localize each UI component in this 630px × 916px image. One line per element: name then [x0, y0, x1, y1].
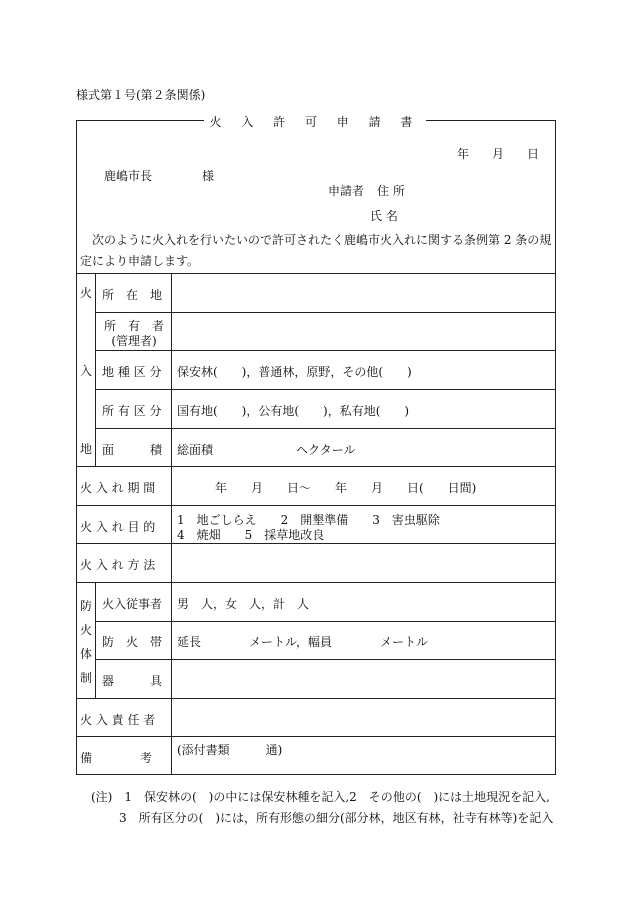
period-value[interactable]: 年 月 日～ 年 月 日( 日間)	[215, 481, 477, 495]
owner-sub-label: (管理者)	[111, 334, 157, 348]
firebreak-value[interactable]: 延長 メートル，幅員 メートル	[177, 635, 429, 649]
row-divider	[95, 350, 556, 351]
ownership-value[interactable]: 国有地( )，公有地( )，私有地( )	[177, 404, 410, 418]
group-column-divider	[95, 582, 96, 698]
row-divider	[76, 736, 556, 737]
workers-value[interactable]: 男 人，女 人，計 人	[177, 597, 310, 611]
date-month-label: 月	[492, 147, 505, 161]
date-day-label: 日	[527, 147, 540, 161]
area-value-prefix[interactable]: 総面積	[177, 443, 214, 457]
form-title: 火 入 許 可 申 請 書	[0, 113, 630, 130]
applicant-role-label: 申請者	[328, 184, 365, 198]
row-divider	[76, 466, 556, 467]
area-label: 面 積	[102, 443, 163, 457]
request-text-line2: 定により申請します。	[80, 254, 200, 268]
date-year-label: 年	[457, 147, 470, 161]
responsible-label: 火 入 責 任 者	[80, 713, 156, 727]
row-divider	[95, 428, 556, 429]
firebreak-label: 防 火 帯	[102, 635, 163, 649]
row-divider	[95, 312, 556, 313]
row-divider	[76, 543, 556, 544]
addressee-suffix: 様	[202, 169, 215, 183]
land-group-char: 火	[80, 286, 93, 300]
row-divider	[76, 582, 556, 583]
remarks-value[interactable]: (添付書類 通)	[177, 743, 283, 757]
applicant-address-label: 住 所	[377, 184, 405, 198]
purpose-value-line2[interactable]: 4 焼畑 5 採草地改良	[177, 528, 325, 542]
note-line2: 3 所有区分の( )には，所有形態の細分(部分林，地区有林，社寺有林等)を記入	[119, 811, 554, 825]
form-number-label: 様式第１号(第２条関係)	[76, 88, 206, 102]
row-divider	[76, 698, 556, 699]
area-value-unit: ヘクタール	[296, 443, 356, 457]
request-text-line1: 次のように火入れを行いたいので許可されたく鹿嶋市火入れに関する条例第 2 条の規	[92, 233, 552, 247]
fire-group-char: 体	[80, 647, 93, 661]
row-divider	[95, 389, 556, 390]
land-group-char: 入	[80, 364, 93, 378]
row-divider	[95, 659, 556, 660]
addressee-name: 鹿嶋市長	[104, 169, 153, 183]
remarks-label: 備 考	[80, 751, 153, 765]
fire-group-char: 火	[80, 623, 93, 637]
period-label: 火 入 れ 期 間	[80, 481, 156, 495]
purpose-value-line1[interactable]: 1 地ごしらえ 2 開墾準備 3 害虫駆除	[177, 513, 440, 527]
purpose-label: 火 入 れ 目 的	[80, 520, 156, 534]
workers-label: 火入従事者	[102, 597, 163, 611]
land-type-label: 地 種 区 分	[102, 365, 162, 379]
fire-group-char: 防	[80, 599, 93, 613]
table-top-line	[76, 273, 556, 274]
row-divider	[76, 505, 556, 506]
method-label: 火 入 れ 方 法	[80, 558, 156, 572]
land-type-value[interactable]: 保安林( )，普通林，原野，その他( )	[177, 365, 412, 379]
fire-group-char: 制	[80, 671, 93, 685]
row-divider	[95, 621, 556, 622]
equipment-label: 器 具	[102, 674, 163, 688]
land-group-char: 地	[80, 442, 93, 456]
ownership-label: 所 有 区 分	[102, 404, 162, 418]
note-line1: (注) 1 保安林の( )の中には保安林種を記入,2 その他の( )には土地現況を記入,	[91, 790, 550, 804]
owner-label: 所 有 者	[103, 319, 164, 333]
group-column-divider	[95, 273, 96, 466]
location-label: 所 在 地	[102, 288, 163, 302]
applicant-name-label: 氏 名	[370, 209, 398, 223]
label-column-divider	[171, 273, 172, 775]
